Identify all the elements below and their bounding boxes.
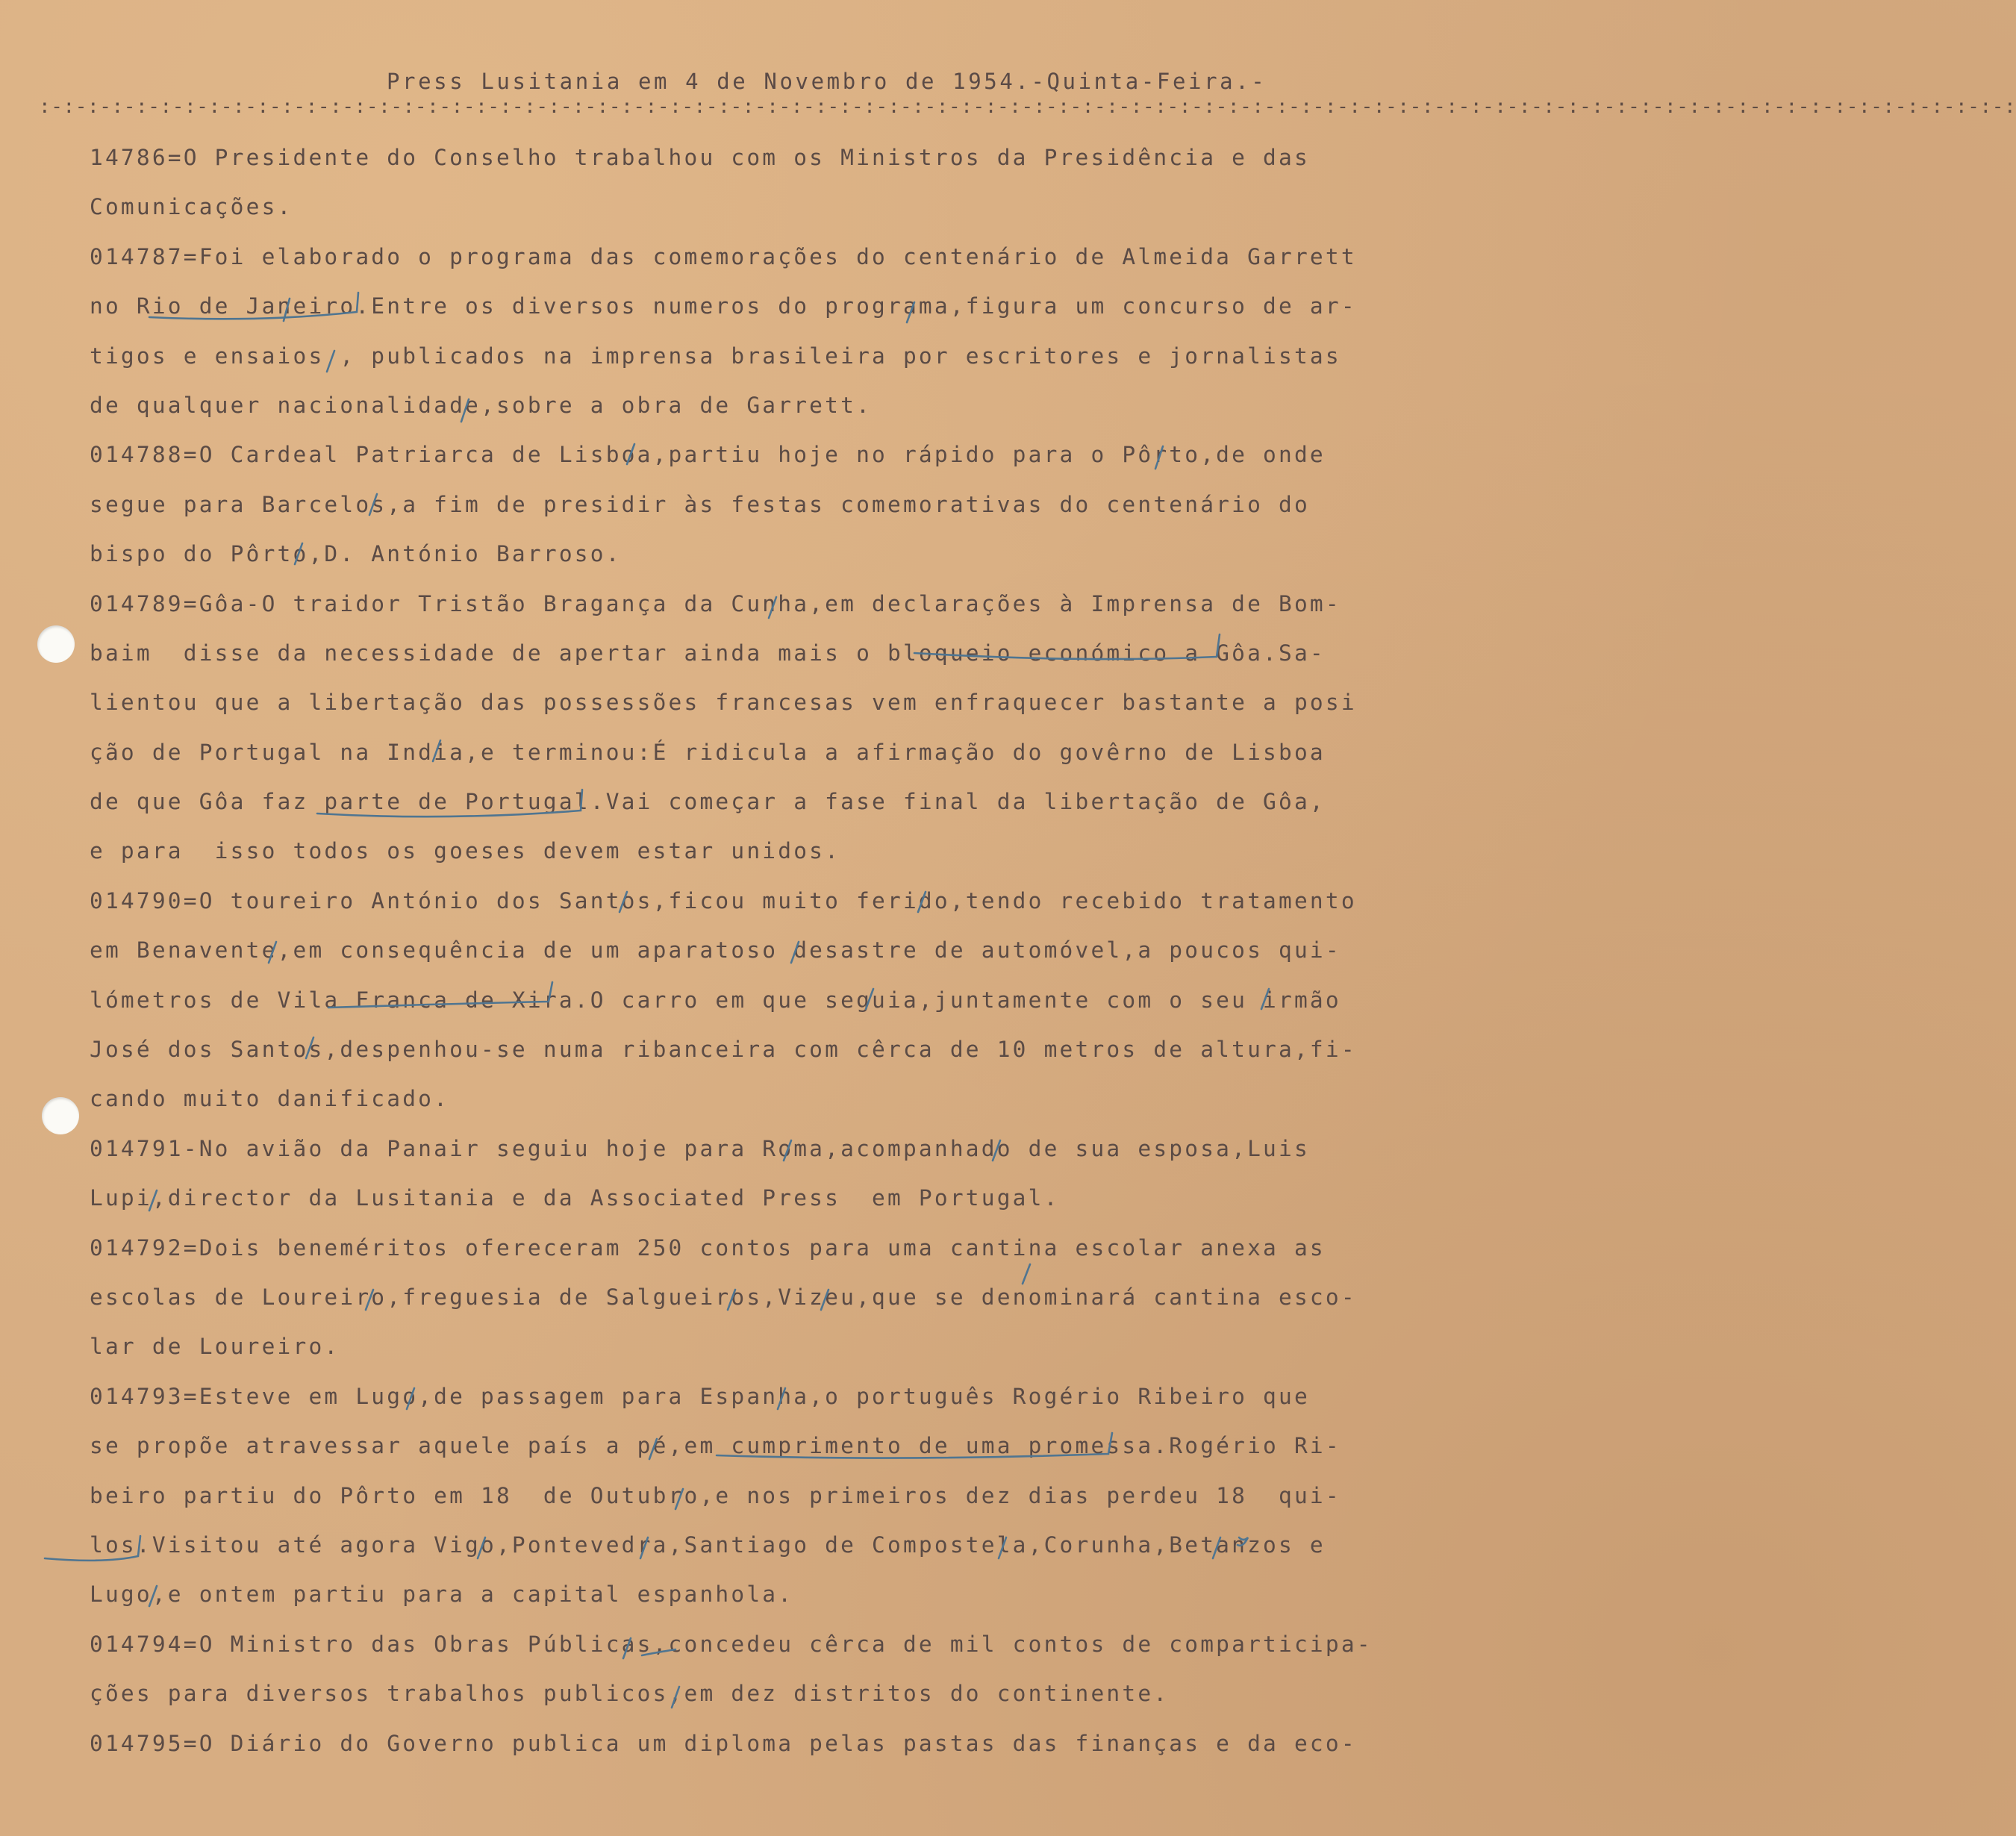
- pen-mark: [866, 989, 873, 1009]
- pen-mark: [791, 942, 799, 963]
- text-line: 014787=Foi elaborado o programa das comemorações do centenário de Almeida Garrett: [90, 243, 1357, 269]
- pen-mark: [907, 302, 914, 322]
- pen-mark: [295, 543, 302, 564]
- text-line: José dos Santos,despenhou-se numa ribanceira com cêrca de 10 metros de altura,fi-: [90, 1037, 1357, 1063]
- pen-underline: [149, 293, 358, 319]
- text-line: Lupi,director da Lusitania e da Associated Press em Portugal.: [90, 1185, 1060, 1211]
- text-line: 014792=Dois beneméritos ofereceram 250 contos para uma cantina escolar anexa as: [90, 1234, 1326, 1261]
- pen-mark: [1155, 446, 1163, 469]
- pen-underline: [642, 1649, 675, 1655]
- document-header: Press Lusitania em 4 de Novembro de 1954.-Quinta-Feira.-: [387, 69, 1267, 94]
- text-line: lar de Loureiro.: [90, 1334, 340, 1360]
- text-line: 014793=Esteve em Lugo,de passagem para Espanha,o português Rogério Ribeiro que: [90, 1383, 1310, 1409]
- pen-mark: [269, 942, 276, 963]
- text-line: 014791-No avião da Panair seguiu hoje para Roma,acompanhado de sua esposa,Luis: [90, 1135, 1310, 1161]
- separator-line: :-:-:-:-:-:-:-:-:-:-:-:-:-:-:-:-:-:-:-:-:-:-:-:-:-:-:-:-:-:-:-:-:-:-:-:-:-:-:-:-:-:-:-:-:-:-:-:-:-:-:-:-:-:-:-:-:-:-:-:-:-:-:-:-:-:-:-:-:-:-:-:-:-:-:-:-:-:-:-:-:-:: [39, 96, 2016, 118]
- text-line: ção de Portugal na India,e terminou:É ridicula a afirmação do govêrno de Lisboa: [90, 739, 1326, 765]
- pen-mark: [649, 1439, 657, 1459]
- pen-mark: [1238, 1537, 1248, 1546]
- text-line: 014790=O toureiro António dos Santos,ficou muito ferido,tendo recebido tratamento: [90, 887, 1357, 914]
- text-line: beiro partiu do Pôrto em 18 de Outubro,e nos primeiros dez dias perdeu 18 qui-: [90, 1482, 1341, 1508]
- pen-mark: [366, 1290, 373, 1310]
- pen-mark: [918, 892, 926, 912]
- pen-mark: [407, 1388, 414, 1409]
- pen-mark: [327, 351, 334, 372]
- pen-underline: [914, 634, 1220, 659]
- pen-mark: [640, 1537, 648, 1558]
- pen-mark: [478, 1537, 485, 1558]
- text-line: 14786=O Presidente do Conselho trabalhou com os Ministros da Presidência e das: [90, 145, 1310, 170]
- pen-underline: [717, 1433, 1112, 1458]
- pen-mark: [675, 1489, 683, 1509]
- text-line: 014795=O Diário do Governo publica um diploma pelas pastas das finanças e da eco-: [90, 1730, 1357, 1756]
- pen-mark: [778, 1388, 785, 1409]
- text-line: escolas de Loureiro,freguesia de Salgueiros,Vizeu,que se denominará cantina esco-: [90, 1284, 1357, 1310]
- pen-underline: [317, 790, 582, 816]
- text-line: no Rio de Janeiro.Entre os diversos numeros do programa,figura um concurso de ar-: [90, 293, 1357, 319]
- pen-underline: [45, 1536, 140, 1561]
- text-line: tigos e ensaios , publicados na imprensa brasileira por escritores e jornalistas: [90, 343, 1341, 369]
- text-line: em Benavente,em consequência de um aparatoso desastre de automóvel,a poucos qui-: [90, 937, 1341, 964]
- text-line: lómetros de Vila Franca de Xira.O carro em que seguia,juntamente com o seu irmão: [90, 987, 1341, 1013]
- text-line: lientou que a libertação das possessões francesas vem enfraquecer bastante a posi: [90, 690, 1357, 716]
- text-line: 014789=Gôa-O traidor Tristão Bragança da Cunha,em declarações à Imprensa de Bom-: [90, 590, 1341, 616]
- text-line: los.Visitou até agora Vigo,Pontevedra,Santiago de Compostela,Corunha,Betanzos e: [90, 1531, 1326, 1558]
- pen-mark: [784, 1140, 791, 1161]
- text-line: bispo do Pôrto,D. António Barroso.: [90, 541, 622, 567]
- text-line: e para isso todos os goeses devem estar unidos.: [90, 838, 841, 864]
- pen-mark: [433, 740, 440, 761]
- pen-mark: [1023, 1264, 1030, 1284]
- pen-mark: [149, 1190, 157, 1211]
- pen-mark: [623, 1638, 631, 1658]
- text-line: baim disse da necessidade de apertar ainda mais o bloqueio económico a Gôa.Sa-: [90, 640, 1326, 666]
- pen-mark: [1213, 1537, 1220, 1558]
- pen-mark: [306, 1037, 313, 1058]
- text-line: segue para Barcelos,a fim de presidir às festas comemorativas do centenário do: [90, 491, 1310, 517]
- pen-mark: [769, 597, 776, 618]
- pen-mark: [620, 892, 627, 912]
- text-line: Comunicações.: [90, 194, 293, 220]
- text-line: cando muito danificado.: [90, 1086, 450, 1112]
- pen-mark: [672, 1687, 679, 1708]
- text-line: de qualquer nacionalidade,sobre a obra de Garrett.: [90, 392, 873, 418]
- text-line: se propõe atravessar aquele país a pé,em cumprimento de uma promessa.Rogério Ri-: [90, 1433, 1341, 1459]
- pen-mark: [627, 444, 634, 464]
- pen-mark: [369, 494, 377, 515]
- text-line: 014794=O Ministro das Obras Públicas,concedeu cêrca de mil contos de comparticipa-: [90, 1631, 1373, 1657]
- pen-mark: [1261, 989, 1269, 1009]
- text-line: 014788=O Cardeal Patriarca de Lisboa,partiu hoje no rápido para o Pôrto,de onde: [90, 442, 1326, 468]
- text-line: ções para diversos trabalhos publicos,em dez distritos do continente.: [90, 1681, 1170, 1707]
- text-line: Lugo,e ontem partiu para a capital espanhola.: [90, 1581, 794, 1608]
- pen-mark: [999, 1537, 1006, 1558]
- pen-underline: [328, 982, 552, 1008]
- pen-mark: [728, 1290, 735, 1310]
- pen-mark: [993, 1140, 1000, 1161]
- pen-mark: [149, 1586, 157, 1606]
- pen-mark: [461, 399, 469, 422]
- text-line: de que Gôa faz parte de Portugal.Vai começar a fase final da libertação de Gôa,: [90, 789, 1326, 815]
- pen-mark: [821, 1290, 828, 1310]
